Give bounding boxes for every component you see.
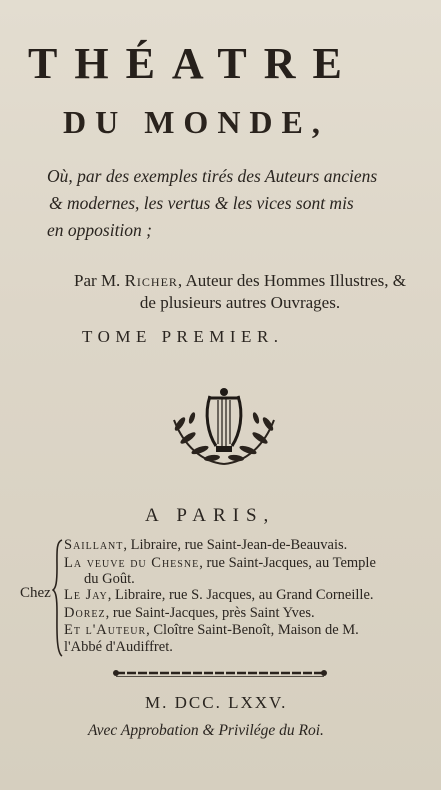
- imprint-name: Dorez: [64, 605, 106, 621]
- city-line: A PARIS,: [145, 505, 276, 526]
- imprint-name: La veuve du Chesne: [64, 555, 200, 571]
- imprint-text: , Cloître Saint-Benoît, Maison de M.: [146, 622, 359, 638]
- imprint-text: , Libraire, rue S. Jacques, au Grand Corneille.: [107, 587, 374, 603]
- imprint-name: Et l'Auteur: [64, 622, 147, 638]
- brace-icon: [52, 538, 64, 658]
- title-line-2: DU MONDE,: [63, 104, 329, 140]
- privilege-line: Avec Approbation & Privilége du Roi.: [88, 722, 324, 739]
- imprint-line: [64, 537, 347, 554]
- lyre-wreath-ornament: [168, 384, 280, 474]
- imprint-line: [84, 571, 135, 588]
- imprint-line: [64, 605, 315, 622]
- subtitle-line: & modernes, les vertus & les vices sont mis: [49, 193, 354, 213]
- author-rest: , Auteur des Hommes Illustres, &: [177, 271, 406, 290]
- chez-label: Chez: [20, 585, 51, 601]
- author-statement: [60, 270, 420, 314]
- imprint-line: [64, 587, 374, 604]
- author-prefix: Par M.: [74, 271, 121, 290]
- author-line-1: [60, 270, 420, 292]
- subtitle: [47, 163, 427, 244]
- publication-date: M. DCC. LXXV.: [145, 693, 288, 712]
- volume-label: TOME PREMIER.: [82, 327, 284, 346]
- imprint-text: l'Abbé d'Audiffret.: [64, 639, 173, 655]
- imprint-line: [64, 639, 173, 656]
- subtitle-line: en opposition ;: [47, 220, 152, 240]
- imprint-text: , rue Saint-Jacques, au Temple: [199, 555, 376, 571]
- imprint-line: [64, 622, 359, 639]
- imprint-name: Le Jay: [64, 587, 108, 603]
- subtitle-line: Où, par des exemples tirés des Auteurs anciens: [47, 166, 378, 186]
- imprint-text: , Libraire, rue Saint-Jean-de-Beauvais.: [123, 537, 348, 553]
- author-line-2: de plusieurs autres Ouvrages.: [139, 293, 341, 312]
- imprint-text: , rue Saint-Jacques, près Saint Yves.: [105, 605, 315, 621]
- imprint-name: Saillant: [64, 537, 124, 553]
- imprint-text: du Goût.: [84, 571, 135, 587]
- author-name: Richer: [124, 271, 178, 290]
- ornamental-rule: [112, 667, 328, 679]
- imprint-line: [64, 555, 376, 572]
- title-line-1: THÉATRE: [28, 39, 359, 88]
